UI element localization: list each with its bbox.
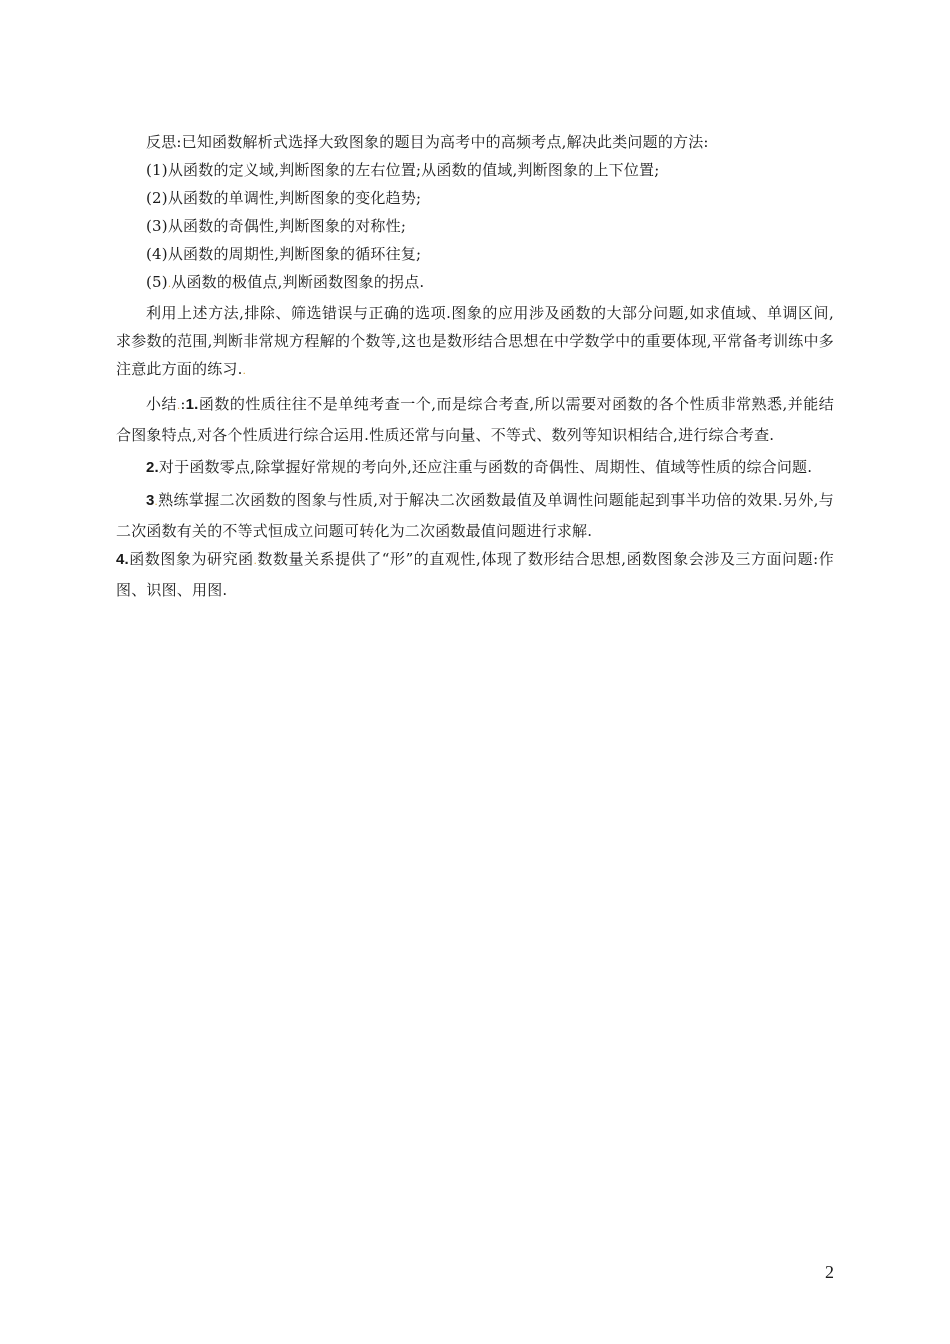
reflection-item-4-text: (4)从函数的周期性,判断图象的循环往复;: [146, 245, 422, 263]
summary-paragraph-4: [116, 545, 834, 604]
summary-number-4: 4.: [116, 551, 129, 568]
reflection-item-1: [116, 156, 834, 184]
reflection-intro-text: 反思:已知函数解析式选择大致图象的题目为高考中的高频考点,解决此类问题的方法:: [146, 133, 709, 151]
summary-text-1: 函数的性质往往不是单纯考查一个,而是综合考查,所以需要对函数的各个性质非常熟悉,并能结合图象特点,对各个性质进行综合运用.性质还常与向量、不等式、数列等知识相结合,进行综合考查.: [116, 395, 834, 444]
summary-text-4b: 数数量关系提供了“形”的直观性,体现了数形结合思想,函数图象会涉及三方面问题:作图、识图、用图.: [116, 550, 834, 599]
reflection-item-2-text: (2)从函数的单调性,判断图象的变化趋势;: [146, 189, 422, 207]
reflection-item-2: [116, 184, 834, 212]
summary-text-3: 熟练掌握二次函数的图象与性质,对于解决二次函数最值及单调性问题能起到事半功倍的效果.另外,与二次函数有关的不等式恒成立问题可转化为二次函数最值问题进行求解.: [116, 491, 834, 540]
document-body: [116, 128, 834, 604]
summary-text-2: 对于函数零点,除掌握好常规的考向外,还应注重与函数的奇偶性、周期性、值域等性质的综合问题.: [158, 458, 813, 476]
highlight-mark: .: [242, 366, 246, 377]
reflection-item-4: [116, 240, 834, 268]
reflection-item-3: [116, 212, 834, 240]
summary-number-2: 2.: [146, 459, 159, 476]
reflection-application-text: 利用上述方法,排除、筛选错误与正确的选项.图象的应用涉及函数的大部分问题,如求值域、单调区间,求参数的范围,判断非常规方程解的个数等,这也是数形结合思想在中学数学中的重要体现,平常备考训练中多注意此方面的练习.: [116, 304, 834, 378]
summary-label: 小结: [146, 395, 177, 413]
page-number: 2: [825, 1262, 834, 1282]
summary-number-1: 1.: [185, 396, 199, 413]
reflection-item-5-number: (5): [146, 273, 168, 291]
reflection-item-1-text: (1)从函数的定义域,判断图象的左右位置;从函数的值域,判断图象的上下位置;: [146, 161, 660, 179]
summary-colon: :: [180, 395, 186, 413]
summary-paragraph-3: [116, 486, 834, 545]
reflection-intro: [116, 128, 834, 156]
highlight-mark: .: [253, 556, 258, 567]
reflection-item-3-text: (3)从函数的奇偶性,判断图象的对称性;: [146, 217, 407, 235]
highlight-mark: .: [176, 401, 181, 412]
reflection-item-5-text: 从函数的极值点,判断函数图象的拐点.: [171, 273, 425, 291]
summary-text-4a: 函数图象为研究函: [128, 550, 254, 568]
summary-paragraph-2: [116, 453, 834, 482]
summary-paragraph-1: [116, 390, 834, 449]
reflection-item-5: [116, 268, 834, 299]
highlight-mark: .: [167, 279, 172, 290]
reflection-application: [116, 299, 834, 386]
highlight-mark: .: [154, 497, 158, 508]
summary-number-3: 3: [146, 492, 155, 509]
